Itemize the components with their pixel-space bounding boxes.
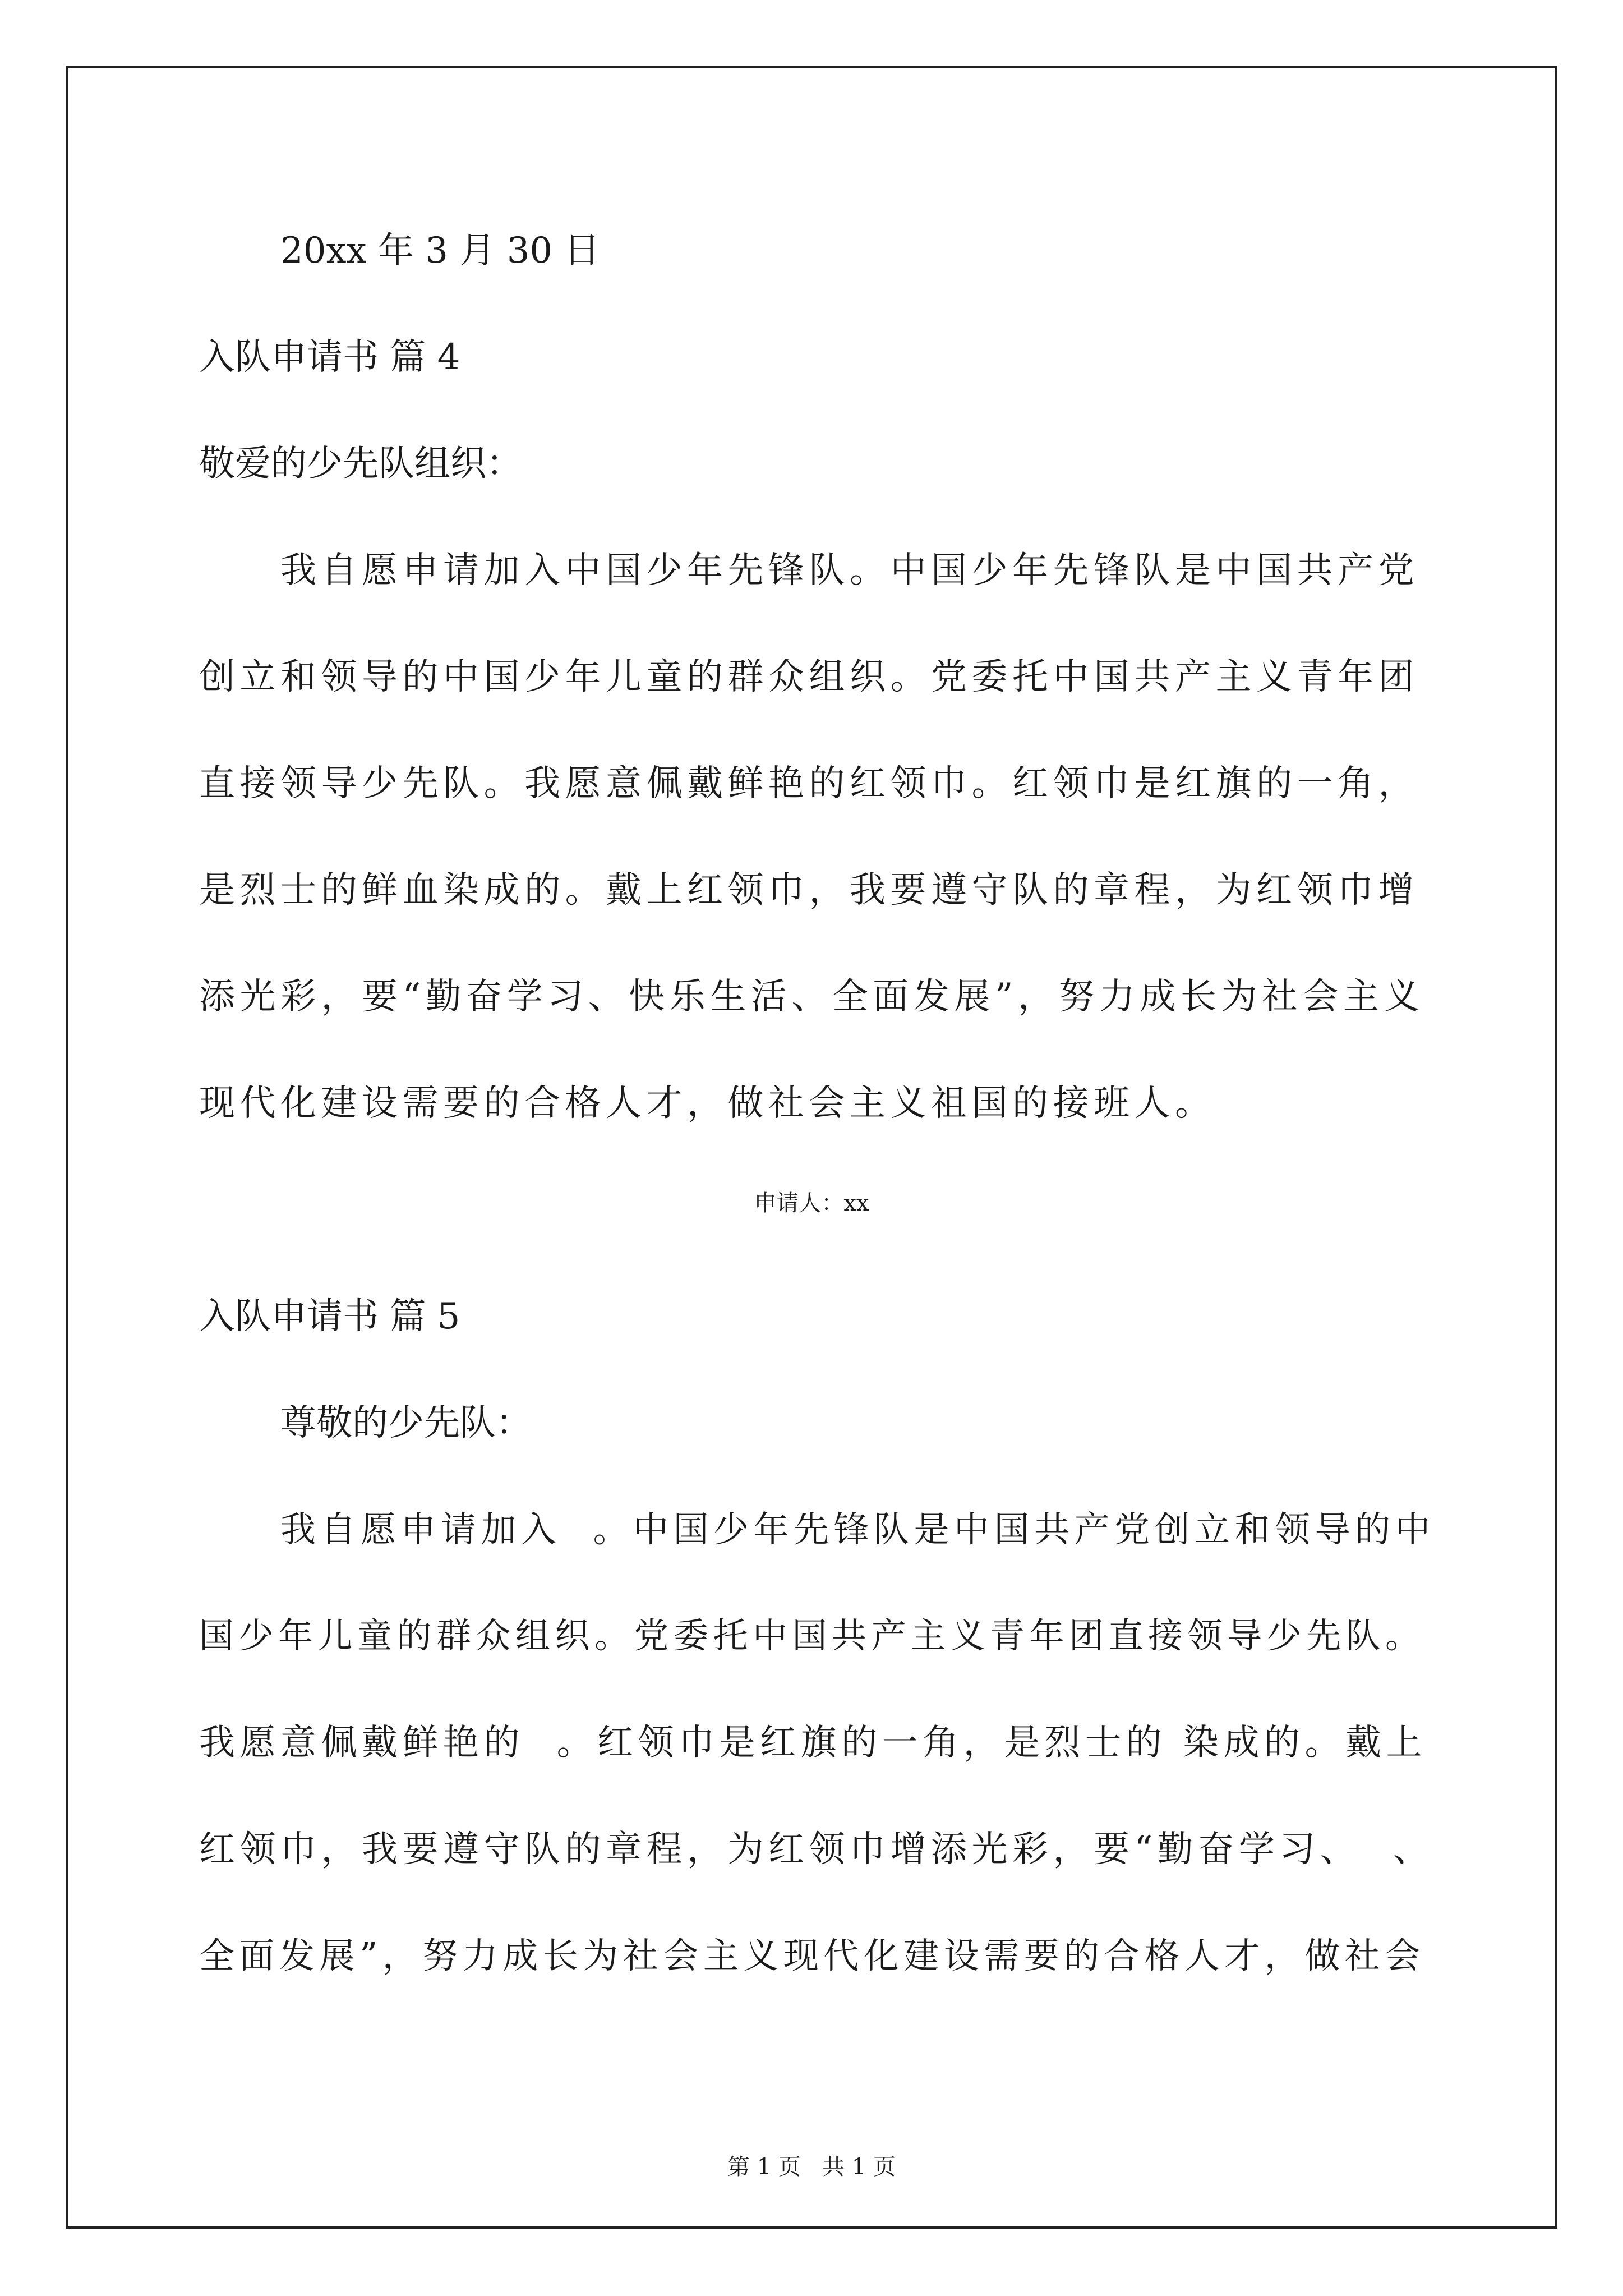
section-4-paragraph-line: 是烈士的鲜血染成的。戴上红领巾，我要遵守队的章程，为红领巾增 xyxy=(199,869,1419,911)
page-footer: 第 1 页 共 1 页 xyxy=(727,2154,896,2180)
section-5-paragraph-line: 国少年儿童的群众组织。党委托中国共产主义青年团直接领导少先队。 xyxy=(199,1615,1425,1656)
section-4-paragraph-line: 我自愿申请加入中国少年先锋队。中国少年先锋队是中国共产党 xyxy=(280,550,1419,591)
section-4-paragraph-line: 直接领导少先队。我愿意佩戴鲜艳的红领巾。红领巾是红旗的一角， xyxy=(199,763,1419,804)
date-line: 20xx 年 3 月 30 日 xyxy=(280,230,600,272)
section-4-heading: 入队申请书 篇 4 xyxy=(199,337,460,378)
section-4-paragraph-line: 现代化建设需要的合格人才，做社会主义祖国的接班人。 xyxy=(199,1083,1216,1124)
section-4-paragraph-line: 创立和领导的中国少年儿童的群众组织。党委托中国共产主义青年团 xyxy=(199,656,1419,698)
page-border xyxy=(66,66,1557,2229)
section-4-salutation: 敬爱的少先队组织： xyxy=(199,443,522,485)
section-5-paragraph-line: 我自愿申请加入 。中国少年先锋队是中国共产党创立和领导的中 xyxy=(280,1509,1436,1550)
section-5-paragraph-line: 我愿意佩戴鲜艳的 。红领巾是红旗的一角，是烈士的 染成的。戴上 xyxy=(199,1722,1427,1764)
section-5-heading: 入队申请书 篇 5 xyxy=(199,1296,460,1337)
section-4-paragraph-line: 添光彩，要“勤奋学习、快乐生活、全面发展”，努力成长为社会主义 xyxy=(199,976,1424,1018)
section-5-salutation: 尊敬的少先队： xyxy=(280,1402,532,1444)
section-5-paragraph-line: 全面发展”，努力成长为社会主义现代化建设需要的合格人才，做社会 xyxy=(199,1935,1425,1976)
section-5-paragraph-line: 红领巾，我要遵守队的章程，为红领巾增添光彩，要“勤奋学习、 、 xyxy=(199,1829,1434,1870)
section-4-signature: 申请人：xx xyxy=(754,1190,869,1216)
